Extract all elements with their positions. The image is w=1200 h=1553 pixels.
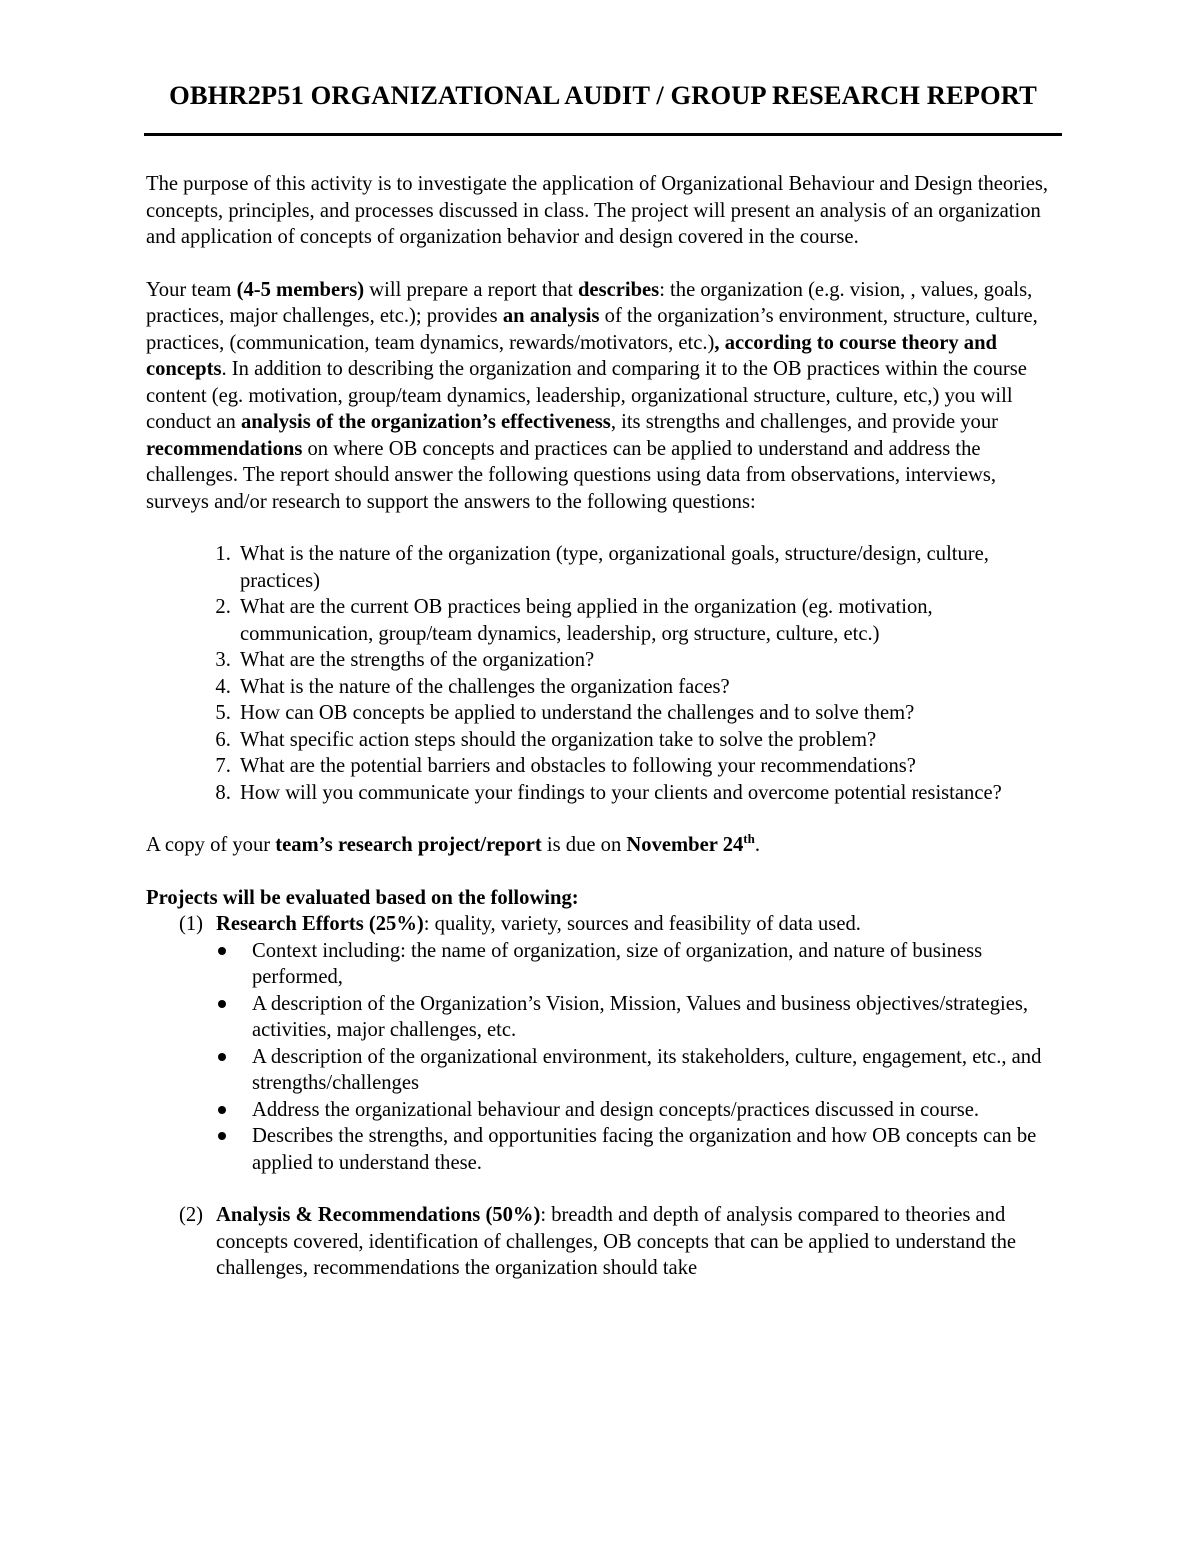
list-item: 5. How can OB concepts be applied to understand the challenges and to solve them? xyxy=(236,700,1060,727)
list-item: 2. What are the current OB practices being applied in the organization (eg. motivation, communication, group/team dynamics, leadership, org structure, culture, etc.) xyxy=(236,594,1060,647)
criterion-line xyxy=(146,1202,1060,1282)
list-item: 8. How will you communicate your findings to your clients and overcome potential resistance? xyxy=(236,780,1060,807)
due-text-2: is due on xyxy=(541,834,627,856)
title-divider xyxy=(144,133,1062,136)
list-item: Describes the strengths, and opportunities facing the organization and how OB concepts can be applied to understand these. xyxy=(252,1123,1060,1176)
due-text-3: . xyxy=(754,834,761,856)
list-item: 4. What is the nature of the challenges the organization faces? xyxy=(236,674,1060,701)
criterion-number: (2) xyxy=(179,1204,204,1226)
criterion-line xyxy=(146,911,1060,938)
team-bold-recommendations: recommendations xyxy=(146,437,303,460)
list-item: 6. What specific action steps should the organization take to solve the problem? xyxy=(236,727,1060,754)
criterion-description: : quality, variety, sources and feasibility of data used. xyxy=(423,913,861,935)
research-bullets xyxy=(146,938,1060,1177)
document-body xyxy=(146,171,1060,1282)
team-paragraph xyxy=(146,277,1060,516)
due-date-paragraph xyxy=(146,832,1060,859)
team-bold-effectiveness: analysis of the organization’s effectiveness xyxy=(240,411,611,433)
criterion-analysis xyxy=(146,1202,1060,1282)
criterion-label: Research Efforts (25%) xyxy=(216,913,424,935)
due-text-1: A copy of your xyxy=(146,834,276,856)
list-item: 7. What are the potential barriers and obstacles to following your recommendations? xyxy=(236,753,1060,780)
list-item: Address the organizational behaviour and design concepts/practices discussed in course. xyxy=(252,1097,1060,1124)
intro-paragraph: The purpose of this activity is to investigate the application of Organizational Behaviour and Design theories, concepts, principles, and processes discussed in class. The project will present an analysis of an organization and application of concepts of organization behavior and design covered in the course. xyxy=(146,173,1049,248)
criterion-description: : breadth and depth of analysis compared to theories and concepts covered, identification of challenges, OB concepts that can be applied to understand the challenges, recommendations the organization should take xyxy=(216,1204,1017,1279)
due-date-suffix: th xyxy=(743,831,755,847)
due-date-text: November 24 xyxy=(626,834,744,856)
criterion-label: Analysis & Recommendations (50%) xyxy=(216,1204,541,1226)
questions-list xyxy=(146,541,1060,806)
team-bold-analysis: an analysis xyxy=(502,305,600,327)
list-item: A description of the organizational environment, its stakeholders, culture, engagement, etc., and strengths/challenges xyxy=(252,1044,1060,1097)
team-text-2: will prepare a report that xyxy=(364,278,578,301)
list-item: A description of the Organization’s Vision, Mission, Values and business objectives/strategies, activities, major challenges, etc. xyxy=(252,991,1060,1044)
evaluation-heading: Projects will be evaluated based on the following: xyxy=(146,886,579,909)
team-text-3: : the organization (e.g. vision, , values, goals, practices, major challenges, etc.); provides xyxy=(146,278,1033,327)
team-bold-members: (4-5 members) xyxy=(236,278,365,301)
list-item: 3. What are the strengths of the organization? xyxy=(236,647,1060,674)
list-item: 1. What is the nature of the organization (type, organizational goals, structure/design, culture, practices) xyxy=(236,541,1060,594)
criterion-research xyxy=(146,911,1060,1176)
team-bold-theory: , according to course theory and concepts xyxy=(146,331,997,380)
list-item: Context including: the name of organization, size of organization, and nature of business performed, xyxy=(252,938,1060,991)
team-text-4: of the organization’s environment, structure, culture, practices, (communication, team dynamics, rewards/motivators, etc.) xyxy=(146,305,1038,354)
team-text-7: on where OB concepts and practices can be applied to understand and address the challenges. The report should answer the following questions using data from observations, interviews, surveys and/or research to support the answers to the following questions: xyxy=(146,437,997,513)
criterion-number: (1) xyxy=(179,913,204,935)
due-bold-report: team’s research project/report xyxy=(275,834,542,856)
team-text-6: , its strengths and challenges, and provide your xyxy=(610,411,999,433)
team-text-5: . In addition to describing the organization and comparing it to the OB practices within the course content (eg. motivation, group/team dynamics, leadership, organizational structure, culture, etc,) you will conduct an xyxy=(146,358,1027,433)
team-text-1: Your team xyxy=(146,278,237,301)
due-date xyxy=(626,831,755,856)
team-bold-describes: describes xyxy=(577,278,660,301)
document-title: OBHR2P51 ORGANIZATIONAL AUDIT / GROUP RESEARCH REPORT xyxy=(169,80,1037,110)
